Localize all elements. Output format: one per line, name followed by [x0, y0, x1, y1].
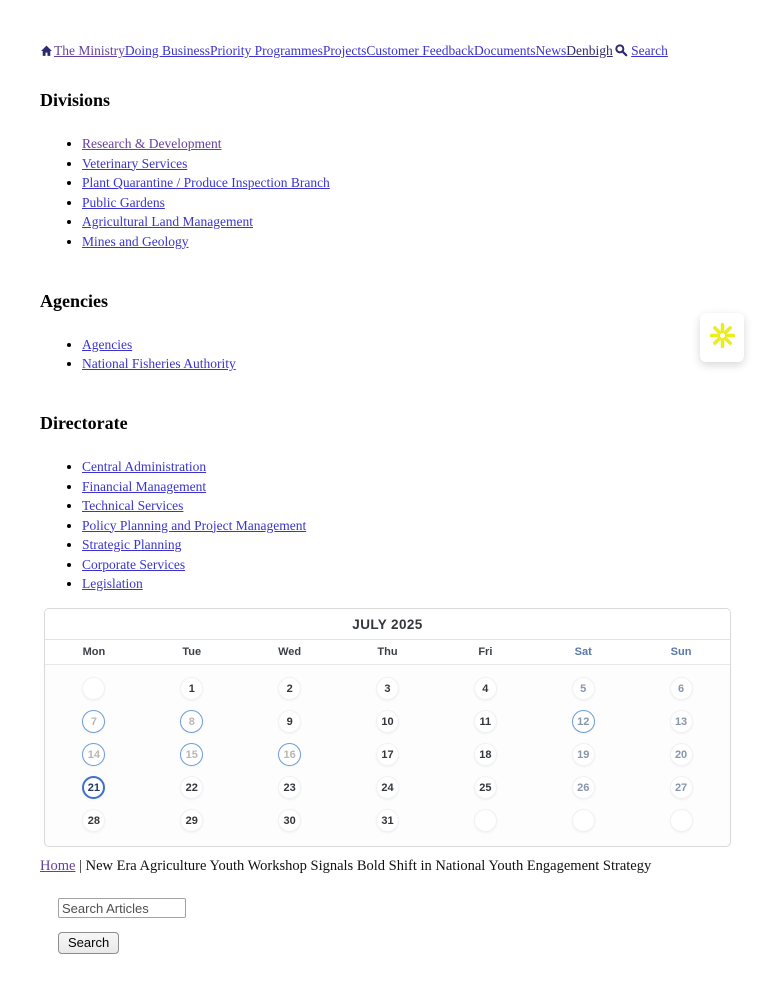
calendar-day-9	[241, 705, 339, 738]
nav-links	[54, 43, 613, 58]
breadcrumb	[40, 858, 733, 875]
weekday-thu: Thu	[377, 646, 398, 658]
search-button[interactable]: Search	[58, 932, 119, 954]
link-agencies[interactable]: Agencies	[82, 336, 133, 352]
list-item	[82, 576, 733, 592]
nav-search	[613, 43, 668, 58]
day-circle: 29	[180, 809, 203, 832]
weekday-wed: Wed	[278, 646, 302, 658]
day-circle: 30	[278, 809, 301, 832]
day-circle: 27	[670, 776, 693, 799]
day-circle: 18	[474, 743, 497, 766]
link-agricultural-land-management[interactable]: Agricultural Land Management	[82, 214, 253, 229]
calendar-grid	[45, 665, 730, 846]
nav-link-priority-programmes[interactable]: Priority Programmes	[210, 43, 323, 58]
calendar-day-17	[339, 738, 437, 771]
day-circle: 19	[572, 743, 595, 766]
list-item	[82, 498, 733, 514]
day-circle: 31	[376, 809, 399, 832]
day-circle: 7	[82, 710, 105, 733]
list-item	[82, 136, 733, 152]
link-mines-and-geology[interactable]: Mines and Geology	[82, 233, 189, 249]
day-circle: 5	[572, 677, 595, 700]
calendar-day-20	[632, 738, 730, 771]
day-circle: 8	[180, 710, 203, 733]
day-circle: 3	[376, 677, 399, 700]
link-veterinary-services[interactable]: Veterinary Services	[82, 155, 188, 171]
link-technical-services[interactable]: Technical Services	[82, 498, 184, 513]
calendar-day-12[interactable]	[534, 705, 632, 738]
calendar-day-21[interactable]	[45, 771, 143, 804]
link-central-administration[interactable]: Central Administration	[82, 459, 207, 474]
nav-link-doing-business[interactable]: Doing Business	[124, 43, 211, 58]
day-circle	[670, 809, 693, 832]
calendar-day-13	[632, 705, 730, 738]
link-public-gardens[interactable]: Public Gardens	[82, 194, 165, 210]
calendar-title: JULY 2025	[45, 609, 730, 640]
day-circle: 28	[82, 809, 105, 832]
calendar	[44, 608, 731, 847]
calendar-day-empty	[632, 804, 730, 837]
link-plant-quarantine-produce-inspection-branch[interactable]: Plant Quarantine / Produce Inspection Branch	[82, 175, 330, 190]
link-strategic-planning[interactable]: Strategic Planning	[82, 537, 182, 552]
day-circle: 24	[376, 776, 399, 799]
day-circle: 6	[670, 677, 693, 700]
calendar-day-empty	[436, 804, 534, 837]
weekday-sat: Sat	[574, 646, 592, 658]
search-input[interactable]	[58, 898, 186, 918]
day-circle: 16	[278, 743, 301, 766]
sections	[40, 90, 733, 592]
day-circle: 10	[376, 710, 399, 733]
list-item	[82, 214, 733, 230]
link-policy-planning-and-project-management[interactable]: Policy Planning and Project Management	[82, 517, 307, 533]
calendar-day-4	[436, 672, 534, 705]
day-circle: 9	[278, 710, 301, 733]
day-circle	[474, 809, 497, 832]
list-item	[82, 459, 733, 475]
link-corporate-services[interactable]: Corporate Services	[82, 556, 186, 572]
calendar-day-18	[436, 738, 534, 771]
calendar-day-28	[45, 804, 143, 837]
weekday-fri: Fri	[478, 646, 493, 658]
calendar-day-19	[534, 738, 632, 771]
day-circle: 15	[180, 743, 203, 766]
day-circle: 22	[180, 776, 203, 799]
list-item	[82, 195, 733, 211]
nav-link-customer-feedback[interactable]: Customer Feedback	[366, 43, 474, 58]
calendar-day-8[interactable]	[143, 705, 241, 738]
calendar-day-empty	[45, 672, 143, 705]
list-divisions	[40, 136, 733, 250]
calendar-day-2	[241, 672, 339, 705]
nav-link-denbigh[interactable]: Denbigh	[566, 43, 613, 58]
breadcrumb-separator: |	[79, 858, 82, 874]
day-circle	[82, 677, 105, 700]
calendar-day-23	[241, 771, 339, 804]
calendar-day-1	[143, 672, 241, 705]
day-circle: 26	[572, 776, 595, 799]
list-item	[82, 156, 733, 172]
list-agencies	[40, 337, 733, 373]
list-item	[82, 175, 733, 191]
accessibility-widget-button[interactable]	[700, 313, 744, 362]
list-item	[82, 557, 733, 573]
nav-link-documents[interactable]: Documents	[474, 43, 536, 58]
list-directorate	[40, 459, 733, 592]
asterisk-icon	[709, 322, 736, 354]
calendar-day-24	[339, 771, 437, 804]
nav-link-news[interactable]: News	[535, 43, 567, 58]
calendar-day-29	[143, 804, 241, 837]
search-icon[interactable]	[614, 43, 628, 61]
calendar-day-15[interactable]	[143, 738, 241, 771]
list-item	[82, 337, 733, 353]
day-circle: 14	[82, 743, 105, 766]
link-financial-management[interactable]: Financial Management	[82, 478, 207, 494]
day-circle: 21	[82, 776, 105, 799]
heading-divisions: Divisions	[40, 90, 111, 110]
day-circle: 4	[474, 677, 497, 700]
calendar-day-6	[632, 672, 730, 705]
day-circle: 17	[376, 743, 399, 766]
weekday-tue: Tue	[182, 646, 202, 658]
day-circle: 25	[474, 776, 497, 799]
nav-link-search[interactable]: Search	[631, 43, 668, 58]
home-icon[interactable]	[40, 44, 53, 61]
calendar-day-14[interactable]	[45, 738, 143, 771]
top-nav	[40, 42, 733, 61]
day-circle: 13	[670, 710, 693, 733]
list-item	[82, 518, 733, 534]
calendar-day-27	[632, 771, 730, 804]
link-legislation[interactable]: Legislation	[82, 576, 143, 591]
calendar-day-3	[339, 672, 437, 705]
calendar-weekday-row	[45, 640, 730, 665]
article-search-form	[58, 898, 733, 954]
link-national-fisheries-authority[interactable]: National Fisheries Authority	[82, 356, 236, 371]
nav-link-projects[interactable]: Projects	[322, 43, 367, 58]
calendar-day-empty	[534, 804, 632, 837]
list-item	[82, 356, 733, 372]
heading-directorate: Directorate	[40, 413, 128, 433]
day-circle: 12	[572, 710, 595, 733]
day-circle: 2	[278, 677, 301, 700]
article-title: New Era Agriculture Youth Workshop Signals Bold Shift in National Youth Engagement Strategy	[85, 858, 652, 874]
list-item	[82, 479, 733, 495]
day-circle	[572, 809, 595, 832]
link-research-development[interactable]: Research & Development	[82, 136, 222, 151]
day-circle: 23	[278, 776, 301, 799]
calendar-day-22	[143, 771, 241, 804]
weekday-mon: Mon	[82, 646, 106, 658]
calendar-day-5	[534, 672, 632, 705]
calendar-day-31	[339, 804, 437, 837]
day-circle: 20	[670, 743, 693, 766]
list-item	[82, 537, 733, 553]
calendar-day-25	[436, 771, 534, 804]
day-circle: 11	[474, 710, 497, 733]
calendar-day-11	[436, 705, 534, 738]
calendar-day-16[interactable]	[241, 738, 339, 771]
calendar-day-7[interactable]	[45, 705, 143, 738]
heading-agencies: Agencies	[40, 290, 108, 311]
breadcrumb-home-link[interactable]: Home	[40, 858, 76, 874]
calendar-day-30	[241, 804, 339, 837]
calendar-day-10	[339, 705, 437, 738]
nav-link-the-ministry[interactable]: The Ministry	[54, 43, 125, 58]
day-circle: 1	[180, 677, 203, 700]
weekday-sun: Sun	[670, 646, 692, 658]
list-item	[82, 234, 733, 250]
calendar-day-26	[534, 771, 632, 804]
